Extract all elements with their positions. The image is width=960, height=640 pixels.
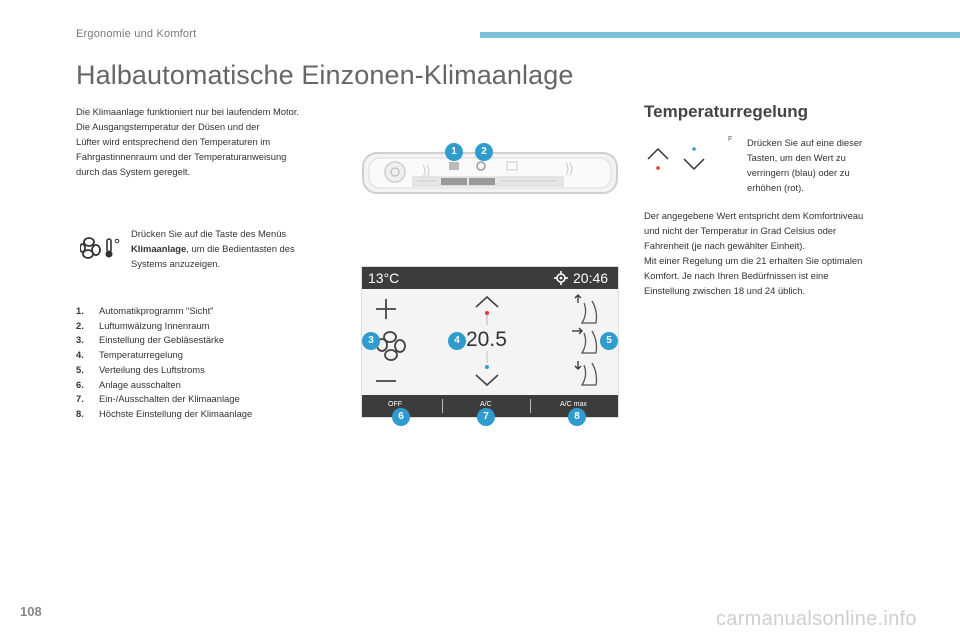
screen-status-bar (362, 267, 618, 289)
screen-badge-4: 4 (448, 332, 466, 350)
section-title-temperature: Temperaturregelung (644, 102, 809, 121)
section-bar (480, 32, 960, 38)
screen-badge-3: 3 (362, 332, 380, 350)
gear-icon (554, 271, 568, 285)
legend-number: 8. (76, 407, 84, 419)
legend-number: 1. (76, 305, 84, 316)
body-line: Der angegebene Wert entspricht dem Komfortniveau (644, 210, 864, 221)
legend-text: Luftumwälzung Innenraum (99, 319, 210, 331)
legend-number: 5. (76, 363, 84, 375)
menu-instruction-rest: , um die Bedientasten des (186, 243, 295, 254)
intro-line: durch das System geregelt. (76, 166, 191, 177)
menu-instruction-line: Systems anzuzeigen. (131, 258, 221, 269)
body-line: und nicht der Temperatur in Grad Celsius oder (644, 225, 837, 236)
legend-item (76, 378, 252, 393)
screen-badge-5: 5 (600, 332, 618, 350)
screen-badge-7: 7 (477, 408, 495, 426)
watermark: carmanualsonline.info (716, 608, 917, 630)
legend-text: Temperaturregelung (99, 349, 183, 361)
control-legend (76, 304, 252, 422)
legend-text: Anlage ausschalten (99, 378, 181, 390)
legend-text: Einstellung der Gebläsestärke (99, 334, 225, 346)
legend-text: Automatikprogramm "Sicht" (99, 305, 214, 316)
legend-number: 6. (76, 378, 84, 390)
note-line: Tasten, um den Wert zu (747, 152, 846, 163)
screen-ac-button: A/C (480, 401, 492, 408)
note-line: verringern (blau) oder zu (747, 167, 850, 178)
legend-item (76, 392, 252, 407)
outside-temperature: 13°C (368, 270, 400, 286)
decrease-dot (692, 147, 696, 151)
legend-text: Verteilung des Luftstroms (99, 363, 205, 375)
legend-item (76, 333, 252, 348)
section-label: Ergonomie und Komfort (76, 28, 197, 40)
dashboard-panel-illustration (361, 145, 619, 197)
screen-off-button: OFF (388, 401, 402, 408)
intro-text (76, 104, 346, 179)
legend-text: Höchste Einstellung der Klimaanlage (99, 407, 253, 419)
legend-item (76, 319, 252, 334)
legend-number: 7. (76, 393, 84, 405)
bullet-marker: F (728, 136, 733, 143)
temperature-note (747, 135, 907, 195)
climate-touchscreen-illustration (361, 266, 619, 422)
page-number: 108 (20, 604, 42, 619)
temperature-body-text (644, 208, 914, 298)
set-temperature: 20.5 (466, 328, 507, 351)
legend-text: Ein-/Ausschalten der Klimaanlage (99, 393, 240, 405)
intro-line: Die Klimaanlage funktioniert nur bei laufendem Motor. (76, 106, 300, 117)
legend-item (76, 304, 252, 319)
page-title: Halbautomatische Einzonen-Klimaanlage (76, 60, 574, 90)
legend-number: 3. (76, 334, 84, 346)
screen-badge-8: 8 (568, 408, 586, 426)
dashboard-badge-1: 1 (445, 143, 463, 161)
legend-item (76, 348, 252, 363)
menu-name-bold: Klimaanlage (131, 243, 187, 254)
screen-separator (530, 399, 531, 413)
intro-line: Lüfter wird entsprechend den Temperaturen im (76, 136, 271, 147)
dashboard-badge-2: 2 (475, 143, 493, 161)
screen-acmax-button: A/C max (560, 401, 587, 408)
body-line: Einstellung zwischen 18 und 24 üblich. (644, 285, 806, 296)
clock: 20:46 (573, 270, 609, 286)
note-line: erhöhen (rot). (747, 182, 804, 193)
increase-dot (656, 166, 660, 170)
note-line: Drücken Sie auf eine dieser (747, 137, 863, 148)
menu-instruction-line: Drücken Sie auf die Taste des Menüs (131, 228, 287, 239)
screen-separator (442, 399, 443, 413)
legend-number: 2. (76, 319, 84, 331)
intro-line: Die Ausgangstemperatur der Düsen und der (76, 121, 260, 132)
temperature-arrows-icon (644, 143, 712, 177)
body-line: Komfort. Je nach Ihren Bedürfnissen ist eine (644, 270, 829, 281)
fan-thermometer-icon (80, 236, 124, 260)
legend-number: 4. (76, 349, 84, 361)
menu-instruction-line (131, 241, 331, 256)
legend-item (76, 363, 252, 378)
screen-badge-6: 6 (392, 408, 410, 426)
legend-item (76, 407, 252, 422)
intro-line: Fahrgastinnenraum und der Temperaturanweisung (76, 151, 287, 162)
body-line: Fahrenheit (je nach gewählter Einheit). (644, 240, 806, 251)
menu-instruction (131, 226, 331, 271)
body-line: Mit einer Regelung um die 21 erhalten Sie optimalen (644, 255, 863, 266)
